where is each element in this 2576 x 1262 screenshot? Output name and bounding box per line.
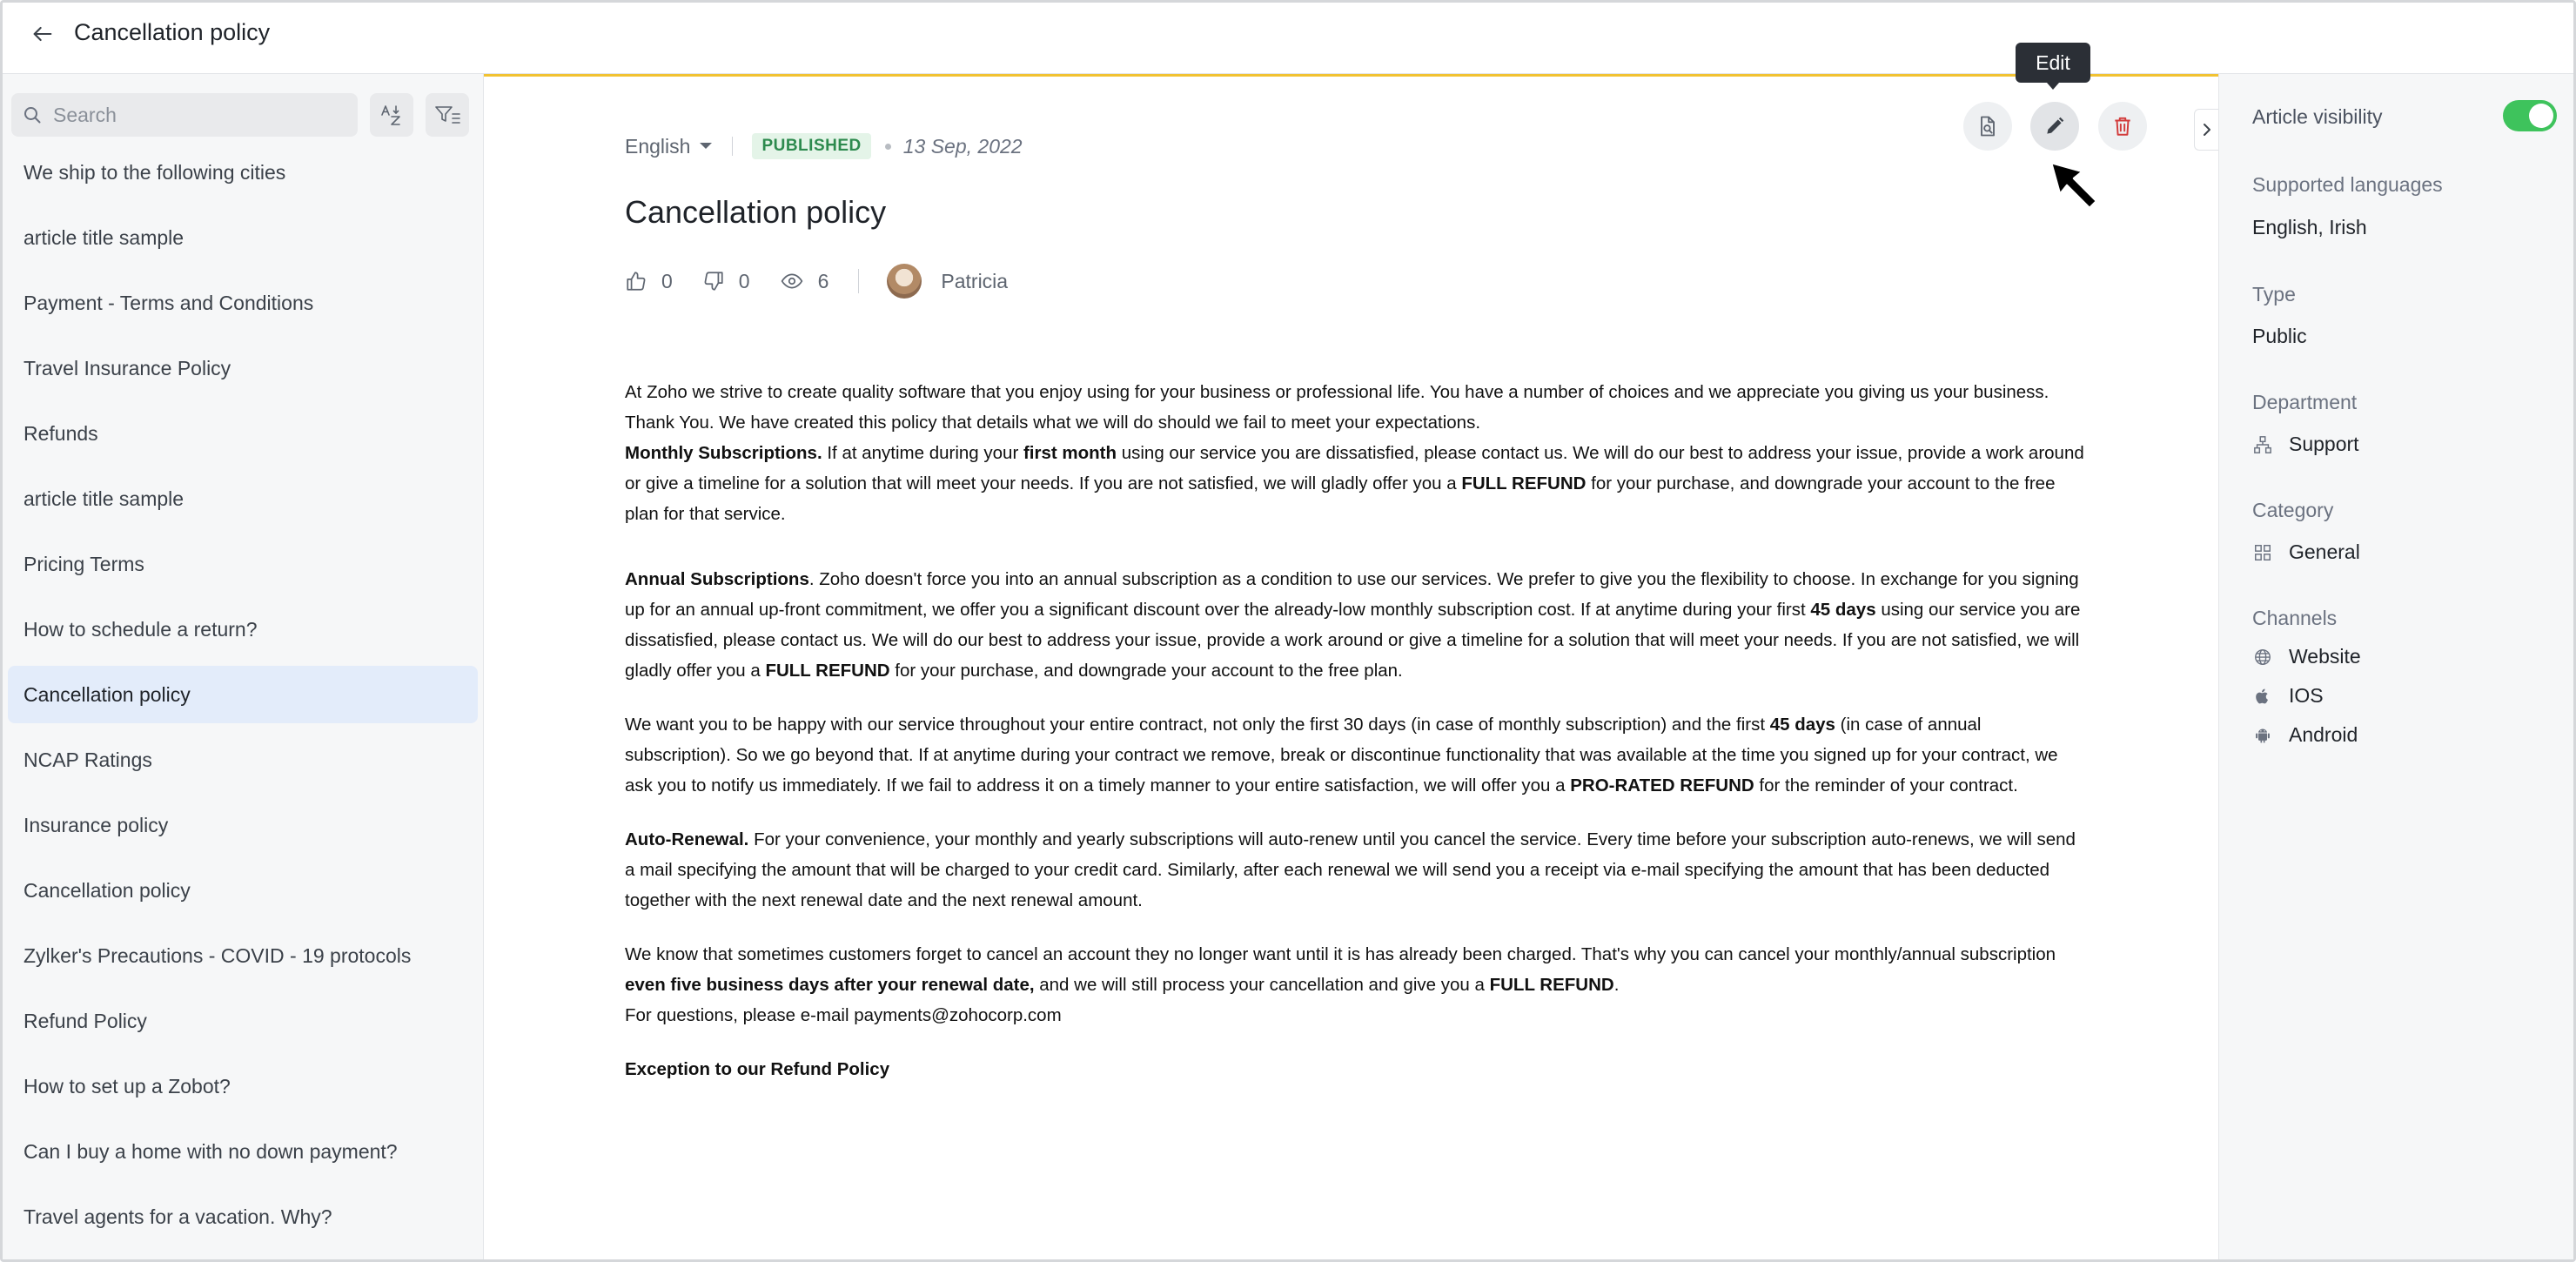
dislikes-stat[interactable] (702, 270, 750, 293)
language-selector[interactable] (625, 135, 713, 158)
list-item[interactable]: We ship to the following cities (23, 161, 286, 184)
android-icon (2252, 725, 2273, 746)
type-value: Public (2252, 325, 2307, 347)
type-label: Type (2252, 283, 2296, 305)
languages-label: Supported languages (2252, 173, 2443, 196)
channel-label: Android (2289, 723, 2358, 746)
category-value (2252, 540, 2360, 564)
visibility-label: Article visibility (2252, 105, 2383, 128)
document-preview-icon (1976, 114, 2000, 138)
accent-bar (484, 74, 2218, 77)
edit-button[interactable] (2030, 102, 2079, 151)
filter-button[interactable] (426, 93, 469, 137)
search-input[interactable] (53, 93, 349, 137)
apple-icon (2252, 686, 2273, 707)
author-name[interactable]: Patricia (941, 269, 1009, 292)
channel-ios (2252, 684, 2324, 708)
list-item[interactable]: Refund Policy (23, 1010, 147, 1032)
org-chart-icon (2252, 434, 2273, 455)
published-date: 13 Sep, 2022 (902, 134, 1023, 158)
list-item[interactable]: Refunds (23, 422, 98, 445)
list-item[interactable]: Travel agents for a vacation. Why? (23, 1205, 332, 1228)
paragraph: Auto-Renewal. For your convenience, your monthly and yearly subscriptions will auto-renew until you cancel the service. Every time before your subscription auto-renews, we will send a mail specifying the amount that will be charged to your credit card. Similarly, after each renewal we will send you a receipt via e-mail specifying the amount that has been deducted together with the next renewal date and the next renewal amount. (625, 829, 2076, 910)
channels-label: Channels (2252, 607, 2338, 629)
grid-icon (2252, 542, 2273, 563)
sort-az-icon (379, 102, 405, 128)
back-arrow-icon (30, 22, 55, 46)
visibility-toggle[interactable] (2503, 100, 2557, 131)
search-box (11, 93, 358, 137)
dot-separator (885, 144, 891, 150)
channel-website (2252, 645, 2361, 668)
list-item[interactable]: Cancellation policy (23, 879, 191, 902)
page-title: Cancellation policy (74, 19, 271, 45)
list-item-active[interactable]: Cancellation policy (8, 666, 478, 723)
list-item[interactable]: How to set up a Zobot? (23, 1075, 231, 1098)
paragraph: We want you to be happy with our service throughout your entire contract, not only the first 30 days (in case of monthly subscription) and the first 45 days (in case of annual subscription). So we go beyond that. If at anytime during your contract we remove, break or discontinue functionality that was available at the time you signed up for your contract, we ask you to notify us immediately. If we fail to address it on a timely manner to your entire satisfaction, we will offer you a PRO-RATED REFUND for the reminder of your contract. (625, 715, 2058, 795)
list-item[interactable]: Payment - Terms and Conditions (23, 292, 314, 314)
channel-label: IOS (2289, 684, 2324, 707)
list-item[interactable]: Zylker's Precautions - COVID - 19 protocols (23, 944, 412, 967)
department-label: Department (2252, 391, 2358, 413)
list-item[interactable]: How to schedule a return? (23, 618, 258, 641)
sort-alphabetical-button[interactable] (370, 93, 413, 137)
list-item[interactable]: Insurance policy (23, 814, 169, 836)
category-name: General (2289, 540, 2360, 563)
divider (732, 137, 733, 156)
panel-toggle-button[interactable] (2194, 109, 2218, 151)
section-heading: Exception to our Refund Policy (625, 1059, 890, 1079)
dislikes-count: 0 (738, 269, 750, 292)
article-meta (625, 131, 1023, 161)
article-main (484, 51, 2218, 1262)
languages-value: English, Irish (2252, 216, 2367, 238)
top-bar (3, 3, 2576, 74)
caret-down-icon (699, 142, 713, 151)
paragraph: Annual Subscriptions. Zoho doesn't force you into an annual subscription as a condition to use our services. We prefer to give you the flexibility to choose. In exchange for you signing up for an annual up-front commitment, we offer you a significant discount over the already-low monthly subscription cost. If at anytime during your first 45 days using our service you are dissatisfied, please contact us. We will do our best to address your issue, provide a work around or give a timeline for a solution that will meet your needs. If you are not satisfied, we will gladly offer you a FULL REFUND for your purchase, and downgrade your account to the free plan. (625, 569, 2081, 681)
list-item[interactable]: article title sample (23, 226, 184, 249)
edit-tooltip: Edit (2016, 43, 2090, 83)
article-stats (625, 262, 1008, 300)
paragraph: At Zoho we strive to create quality software that you enjoy using for your business or professional life. You have a number of choices and we appreciate you giving us your business. Thank You. We have created this policy that details what we will do should we fail to meet your expectations. (625, 382, 2049, 433)
mouse-pointer-icon (2048, 159, 2103, 215)
list-item[interactable]: Travel Insurance Policy (23, 357, 231, 379)
paragraph: We know that sometimes customers forget to cancel an account they no longer want until it is has already been charged. That's why you can cancel your monthly/annual subscription even five business days after your renewal date, and we will still process your cancellation and give you a FULL REFUND. (625, 944, 2056, 995)
article-sidebar (3, 74, 484, 1262)
eye-icon (780, 270, 804, 292)
trash-icon (2111, 115, 2134, 138)
thumbs-down-icon (702, 270, 725, 292)
article-properties-panel (2218, 74, 2576, 1262)
department-value (2252, 433, 2359, 456)
channel-label: Website (2289, 645, 2361, 668)
divider (858, 269, 859, 293)
thumbs-up-icon (625, 270, 647, 292)
list-item[interactable]: NCAP Ratings (23, 748, 152, 771)
article-body (625, 377, 2087, 1108)
preview-button[interactable] (1963, 102, 2012, 151)
likes-count: 0 (661, 269, 673, 292)
globe-icon (2252, 647, 2273, 668)
language-label: English (625, 134, 691, 158)
article-title: Cancellation policy (625, 194, 887, 230)
list-item[interactable]: Pricing Terms (23, 553, 144, 575)
filter-icon (433, 102, 461, 128)
views-count: 6 (817, 269, 829, 292)
back-button[interactable] (25, 17, 60, 51)
pencil-icon (2043, 115, 2066, 138)
likes-stat[interactable] (625, 270, 673, 293)
list-item[interactable]: article title sample (23, 487, 184, 510)
delete-button[interactable] (2098, 102, 2147, 151)
views-stat (780, 270, 829, 293)
search-icon (22, 104, 43, 125)
paragraph: Monthly Subscriptions. If at anytime during your first month using our service you are dissatisfied, please contact us. We will do our best to address your issue, provide a work around or give a timeline for a solution that will meet your needs. If you are not satisfied, we will gladly offer you a FULL REFUND for your purchase, and downgrade your account to the free plan for that service. (625, 443, 2084, 524)
department-name: Support (2289, 433, 2359, 455)
paragraph: For questions, please e-mail payments@zohocorp.com (625, 1005, 1062, 1025)
author-avatar (887, 264, 922, 299)
category-label: Category (2252, 499, 2334, 521)
status-badge: PUBLISHED (752, 133, 870, 159)
chevron-right-icon (2201, 121, 2213, 138)
channel-android (2252, 723, 2358, 747)
list-item[interactable]: Can I buy a home with no down payment? (23, 1140, 398, 1163)
